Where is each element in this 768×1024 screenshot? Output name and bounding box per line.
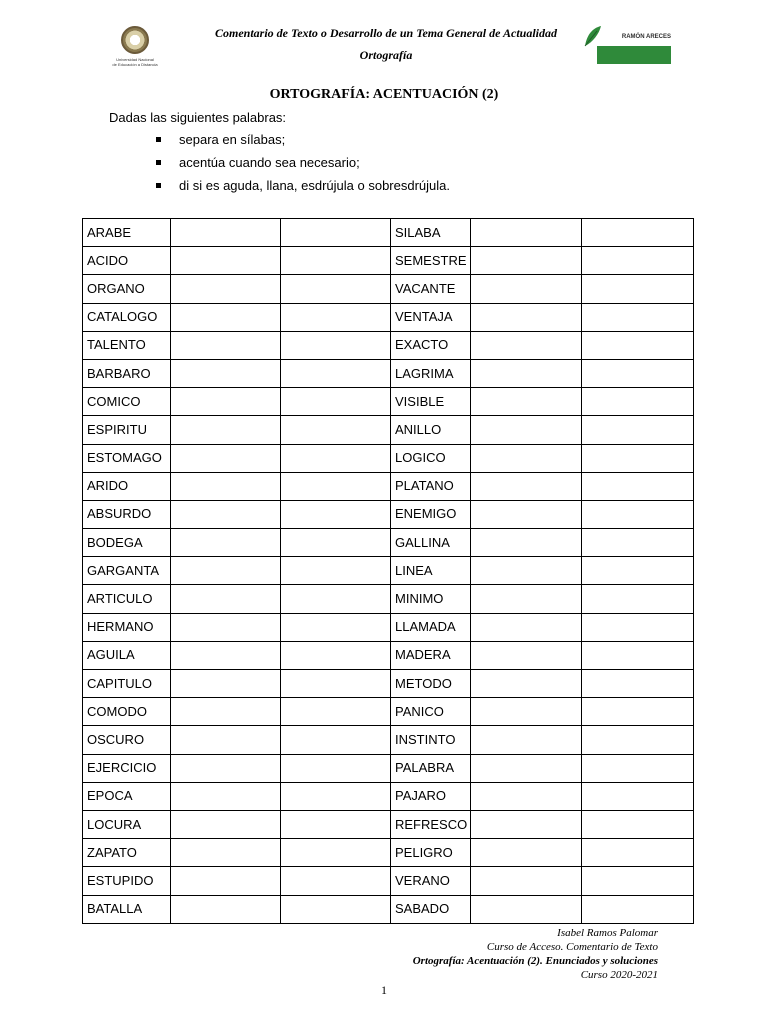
word-cell: COMODO — [83, 698, 171, 726]
syllables-cell[interactable] — [171, 895, 281, 923]
word-cell: LAGRIMA — [391, 359, 471, 387]
instruction-item — [154, 177, 450, 200]
classification-cell[interactable] — [281, 472, 391, 500]
classification-cell[interactable] — [582, 359, 694, 387]
classification-cell[interactable] — [281, 331, 391, 359]
classification-cell[interactable] — [582, 500, 694, 528]
table-row — [83, 839, 694, 867]
classification-cell[interactable] — [281, 500, 391, 528]
word-cell: TALENTO — [83, 331, 171, 359]
syllables-cell[interactable] — [471, 557, 582, 585]
word-cell: ORGANO — [83, 275, 171, 303]
word-cell: LOGICO — [391, 444, 471, 472]
word-cell: LINEA — [391, 557, 471, 585]
syllables-cell[interactable] — [171, 726, 281, 754]
classification-cell[interactable] — [281, 613, 391, 641]
syllables-cell[interactable] — [171, 472, 281, 500]
university-logo — [110, 26, 160, 74]
syllables-cell[interactable] — [171, 247, 281, 275]
table-row — [83, 641, 694, 669]
classification-cell[interactable] — [281, 895, 391, 923]
classification-cell[interactable] — [281, 444, 391, 472]
table-row — [83, 303, 694, 331]
instruction-item — [154, 154, 450, 177]
word-cell: ESPIRITU — [83, 416, 171, 444]
word-cell: CAPITULO — [83, 670, 171, 698]
header-title: Comentario de Texto o Desarrollo de un Tema General de Actualidad — [214, 26, 557, 40]
syllables-cell[interactable] — [471, 895, 582, 923]
classification-cell[interactable] — [582, 698, 694, 726]
syllables-cell[interactable] — [171, 388, 281, 416]
syllables-cell[interactable] — [471, 754, 582, 782]
syllables-cell[interactable] — [471, 303, 582, 331]
word-cell: VISIBLE — [391, 388, 471, 416]
syllables-cell[interactable] — [471, 641, 582, 669]
table-row — [83, 613, 694, 641]
page-footer — [300, 926, 658, 982]
classification-cell[interactable] — [281, 754, 391, 782]
classification-cell[interactable] — [281, 529, 391, 557]
syllables-cell[interactable] — [171, 444, 281, 472]
footer-document-name: Ortografía: Acentuación (2). Enunciados y soluciones — [412, 955, 658, 967]
word-cell: ESTOMAGO — [83, 444, 171, 472]
syllables-cell[interactable] — [471, 219, 582, 247]
table-row — [83, 331, 694, 359]
classification-cell[interactable] — [582, 754, 694, 782]
word-cell: COMICO — [83, 388, 171, 416]
table-row — [83, 895, 694, 923]
syllables-cell[interactable] — [471, 726, 582, 754]
classification-cell[interactable] — [281, 416, 391, 444]
classification-cell[interactable] — [281, 839, 391, 867]
syllables-cell[interactable] — [471, 782, 582, 810]
classification-cell[interactable] — [281, 670, 391, 698]
instruction-text: separa en sílabas; — [179, 132, 286, 147]
university-name: Universidad Nacional de Educación a Distancia — [112, 57, 158, 67]
classification-cell[interactable] — [281, 359, 391, 387]
foundation-logo — [583, 24, 671, 70]
table-row — [83, 247, 694, 275]
word-cell: GARGANTA — [83, 557, 171, 585]
word-cell: LLAMADA — [391, 613, 471, 641]
word-cell: ZAPATO — [83, 839, 171, 867]
classification-cell[interactable] — [281, 867, 391, 895]
syllables-cell[interactable] — [171, 613, 281, 641]
table-row — [83, 529, 694, 557]
classification-cell[interactable] — [582, 895, 694, 923]
table-row — [83, 754, 694, 782]
word-cell: EXACTO — [391, 331, 471, 359]
word-cell: GALLINA — [391, 529, 471, 557]
word-cell: METODO — [391, 670, 471, 698]
syllables-cell[interactable] — [471, 613, 582, 641]
word-cell: VACANTE — [391, 275, 471, 303]
syllables-cell[interactable] — [471, 585, 582, 613]
word-cell: SEMESTRE — [391, 247, 471, 275]
table-row — [83, 585, 694, 613]
table-row — [83, 670, 694, 698]
syllables-cell[interactable] — [171, 670, 281, 698]
syllables-cell[interactable] — [471, 416, 582, 444]
syllables-cell[interactable] — [171, 303, 281, 331]
document-title: ORTOGRAFÍA: ACENTUACIÓN (2) — [269, 87, 499, 102]
table-row — [83, 867, 694, 895]
syllables-cell[interactable] — [171, 641, 281, 669]
page-number: 1 — [381, 983, 387, 997]
word-cell: VENTAJA — [391, 303, 471, 331]
footer-year: Curso 2020-2021 — [580, 969, 658, 981]
classification-cell[interactable] — [582, 247, 694, 275]
syllables-cell[interactable] — [171, 782, 281, 810]
bullet-icon — [156, 160, 161, 165]
classification-cell[interactable] — [582, 867, 694, 895]
classification-cell[interactable] — [582, 219, 694, 247]
syllables-cell[interactable] — [171, 529, 281, 557]
table-row — [83, 472, 694, 500]
syllables-cell[interactable] — [471, 529, 582, 557]
classification-cell[interactable] — [281, 275, 391, 303]
classification-cell[interactable] — [582, 331, 694, 359]
word-cell: AGUILA — [83, 641, 171, 669]
foundation-name: RAMÓN ARECES — [621, 34, 671, 40]
word-cell: ACIDO — [83, 247, 171, 275]
foundation-band — [597, 46, 671, 64]
word-cell: MADERA — [391, 641, 471, 669]
syllables-cell[interactable] — [171, 359, 281, 387]
syllables-cell[interactable] — [171, 219, 281, 247]
word-cell: MINIMO — [391, 585, 471, 613]
word-cell: ESTUPIDO — [83, 867, 171, 895]
word-cell: ANILLO — [391, 416, 471, 444]
word-cell: PALABRA — [391, 754, 471, 782]
classification-cell[interactable] — [582, 726, 694, 754]
syllables-cell[interactable] — [471, 810, 582, 838]
classification-cell[interactable] — [281, 726, 391, 754]
syllables-cell[interactable] — [471, 698, 582, 726]
word-cell: PELIGRO — [391, 839, 471, 867]
table-row — [83, 810, 694, 838]
syllables-cell[interactable] — [171, 557, 281, 585]
word-cell: ABSURDO — [83, 500, 171, 528]
classification-cell[interactable] — [582, 472, 694, 500]
instruction-text: di si es aguda, llana, esdrújula o sobresdrújula. — [179, 178, 451, 193]
classification-cell[interactable] — [281, 219, 391, 247]
classification-cell[interactable] — [281, 247, 391, 275]
word-cell: PLATANO — [391, 472, 471, 500]
word-cell: INSTINTO — [391, 726, 471, 754]
classification-cell[interactable] — [582, 303, 694, 331]
word-cell: BARBARO — [83, 359, 171, 387]
classification-cell[interactable] — [281, 303, 391, 331]
syllables-cell[interactable] — [171, 275, 281, 303]
classification-cell[interactable] — [582, 557, 694, 585]
word-cell: SILABA — [391, 219, 471, 247]
syllables-cell[interactable] — [171, 839, 281, 867]
classification-cell[interactable] — [582, 613, 694, 641]
table-row — [83, 359, 694, 387]
word-cell: VERANO — [391, 867, 471, 895]
syllables-cell[interactable] — [171, 416, 281, 444]
word-cell: BODEGA — [83, 529, 171, 557]
classification-cell[interactable] — [281, 782, 391, 810]
footer-author: Isabel Ramos Palomar — [557, 927, 658, 939]
classification-cell[interactable] — [582, 388, 694, 416]
classification-cell[interactable] — [281, 388, 391, 416]
syllables-cell[interactable] — [471, 472, 582, 500]
instruction-item — [154, 131, 450, 154]
table-row — [83, 219, 694, 247]
syllables-cell[interactable] — [171, 754, 281, 782]
table-row — [83, 698, 694, 726]
syllables-cell[interactable] — [471, 331, 582, 359]
university-seal-icon — [121, 26, 149, 54]
word-cell: SABADO — [391, 895, 471, 923]
footer-course: Curso de Acceso. Comentario de Texto — [486, 941, 658, 953]
classification-cell[interactable] — [582, 275, 694, 303]
syllables-cell[interactable] — [471, 839, 582, 867]
classification-cell[interactable] — [582, 585, 694, 613]
word-cell: ARTICULO — [83, 585, 171, 613]
classification-cell[interactable] — [281, 810, 391, 838]
classification-cell[interactable] — [281, 641, 391, 669]
word-cell: PAJARO — [391, 782, 471, 810]
page-header — [0, 0, 768, 80]
classification-cell[interactable] — [582, 529, 694, 557]
word-cell: ARABE — [83, 219, 171, 247]
table-row — [83, 388, 694, 416]
syllables-cell[interactable] — [171, 500, 281, 528]
table-row — [83, 557, 694, 585]
syllables-cell[interactable] — [471, 359, 582, 387]
syllables-cell[interactable] — [471, 670, 582, 698]
word-cell: REFRESCO — [391, 810, 471, 838]
instruction-list — [154, 131, 450, 200]
classification-cell[interactable] — [582, 782, 694, 810]
word-table — [82, 218, 694, 924]
bullet-icon — [156, 137, 161, 142]
syllables-cell[interactable] — [471, 500, 582, 528]
classification-cell[interactable] — [582, 641, 694, 669]
word-cell: LOCURA — [83, 810, 171, 838]
classification-cell[interactable] — [281, 698, 391, 726]
syllables-cell[interactable] — [471, 444, 582, 472]
word-cell: PANICO — [391, 698, 471, 726]
table-row — [83, 416, 694, 444]
syllables-cell[interactable] — [171, 331, 281, 359]
classification-cell[interactable] — [281, 585, 391, 613]
instruction-text: acentúa cuando sea necesario; — [179, 155, 360, 170]
word-cell: EJERCICIO — [83, 754, 171, 782]
classification-cell[interactable] — [582, 670, 694, 698]
syllables-cell[interactable] — [471, 867, 582, 895]
classification-cell[interactable] — [582, 810, 694, 838]
word-table-body — [83, 219, 694, 924]
header-subtitle: Ortografía — [359, 48, 413, 62]
intro-text: Dadas las siguientes palabras: — [109, 110, 287, 125]
word-cell: CATALOGO — [83, 303, 171, 331]
word-cell: HERMANO — [83, 613, 171, 641]
classification-cell[interactable] — [281, 557, 391, 585]
word-cell: ENEMIGO — [391, 500, 471, 528]
syllables-cell[interactable] — [471, 388, 582, 416]
table-row — [83, 275, 694, 303]
table-row — [83, 782, 694, 810]
classification-cell[interactable] — [582, 839, 694, 867]
classification-cell[interactable] — [582, 444, 694, 472]
syllables-cell[interactable] — [171, 585, 281, 613]
word-cell: OSCURO — [83, 726, 171, 754]
table-row — [83, 444, 694, 472]
syllables-cell[interactable] — [171, 698, 281, 726]
word-cell: BATALLA — [83, 895, 171, 923]
table-row — [83, 726, 694, 754]
word-cell: ARIDO — [83, 472, 171, 500]
classification-cell[interactable] — [582, 416, 694, 444]
syllables-cell[interactable] — [471, 247, 582, 275]
syllables-cell[interactable] — [171, 867, 281, 895]
syllables-cell[interactable] — [171, 810, 281, 838]
table-row — [83, 500, 694, 528]
bullet-icon — [156, 183, 161, 188]
word-cell: EPOCA — [83, 782, 171, 810]
syllables-cell[interactable] — [471, 275, 582, 303]
